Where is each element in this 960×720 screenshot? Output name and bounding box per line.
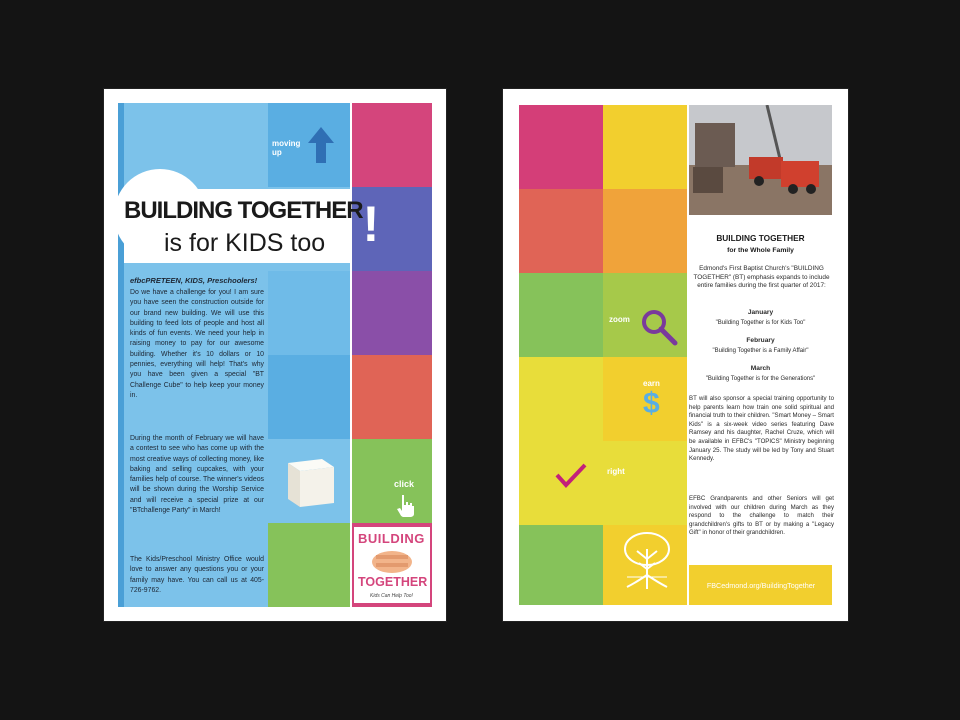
month-january: January [747, 309, 774, 316]
tile-blue-4 [268, 355, 350, 439]
logo-word-together: TOGETHER [358, 575, 428, 589]
flyer-front [104, 89, 446, 621]
month-february-title: "Building Together is a Family Affair" [712, 348, 809, 354]
back-subheading: for the Whole Family [727, 247, 794, 254]
checkmark-icon [553, 461, 589, 491]
tile-purple [352, 271, 432, 355]
back-tile-yellow-2 [519, 357, 603, 441]
back-tile-coral [519, 189, 603, 273]
dollar-sign-icon: $ [643, 387, 660, 420]
back-tile-orange-1 [603, 189, 687, 273]
back-heading: BUILDING TOGETHER [716, 233, 805, 243]
logo-hands-icon [370, 547, 414, 577]
front-left-stripe [118, 103, 124, 607]
back-tile-yellow-1 [603, 105, 687, 189]
magnifier-icon [639, 307, 679, 347]
headline-line2: is for KIDS too [164, 229, 326, 257]
right-label: right [607, 467, 625, 476]
back-intro: Edmond's First Baptist Church's "BUILDING TOGETHER" (BT) emphasis expands to include entire families during the first quarter of 2017: [693, 265, 830, 290]
tile-coral [352, 355, 432, 439]
front-paragraph-2: During the month of February we will have a contest to see who has come up with the most creative ways of collecting money, like baking and selling cupcakes, with your families help of course. The winner's videos will be shown during the Worship Service and will receive a special prize at our "BTchallenge Party" in March! [130, 435, 264, 515]
back-paragraph-grandparents: EFBC Grandparents and other Seniors will get involved with our children during March as they respond to the challenge to match their grandchildren's gifts to BT or by making a "Legacy Gift" in honor of their grandchildren. [689, 495, 834, 537]
back-tile-magenta [519, 105, 603, 189]
exclamation-mark: ! [362, 196, 380, 252]
click-label: click [394, 479, 415, 489]
zoom-label: zoom [609, 315, 630, 324]
back-paragraph-bt: BT will also sponsor a special training opportunity to help parents learn how train one solid spiritual and financial truth to their children. "Smart Money – Smart Kids" is a six-week video series featuring Dave Ramsey and his daughter, Rachel Cruze, which will be available in EFBC's "TOPICS" Ministry beginning January 25. The study will be led by Tony and Stuart Kennedy. [689, 395, 834, 463]
tile-blue-3 [268, 271, 350, 355]
flyer-back [503, 89, 848, 621]
logo-word-building: BUILDING [358, 531, 425, 546]
tile-pink [352, 103, 432, 187]
front-paragraph-1: Do we have a challenge for you! I am sure you have seen the construction outside for our brand new building. We will use this building to feed lots of people and host all kinds of fun events. We need your help in raising money to pay for our awesome building. Whether it's 10 dollars or 10 pennies, everything will help! That's why you have been given a special "BT Challenge Cube" to help keep your money in. [130, 289, 264, 399]
construction-scene-image [689, 105, 832, 215]
logo-tagline: Kids Can Help Too! [370, 593, 413, 599]
pointer-hand-icon [396, 493, 418, 517]
earn-label: earn [643, 379, 660, 388]
month-march-title: "Building Together is for the Generations" [705, 376, 816, 382]
moving-up-label: moving up [272, 139, 301, 157]
back-tile-yellow-3 [603, 441, 687, 525]
tile-green-bottom [268, 523, 350, 607]
month-february: February [746, 337, 775, 344]
arrow-up-icon [306, 125, 336, 165]
construction-photo [689, 105, 832, 215]
challenge-cube-image [282, 453, 338, 511]
month-march: March [750, 365, 771, 372]
back-tile-green-2 [519, 525, 603, 605]
website-link[interactable]: FBCedmond.org/BuildingTogether [706, 581, 816, 590]
back-tile-green-1 [519, 273, 603, 357]
building-together-logo [354, 527, 430, 603]
month-january-title: "Building Together is for Kids Too" [715, 320, 806, 326]
front-paragraph-3: The Kids/Preschool Ministry Office would love to answer any questions you or your family may have. You can call us at 405-726-9762. [130, 556, 264, 594]
tree-icon [619, 529, 675, 593]
intro-label: efbcPRETEEN, KIDS, Preschoolers! [130, 276, 258, 285]
tile-click [352, 439, 432, 523]
headline-line1: BUILDING TOGETHER [124, 197, 363, 224]
